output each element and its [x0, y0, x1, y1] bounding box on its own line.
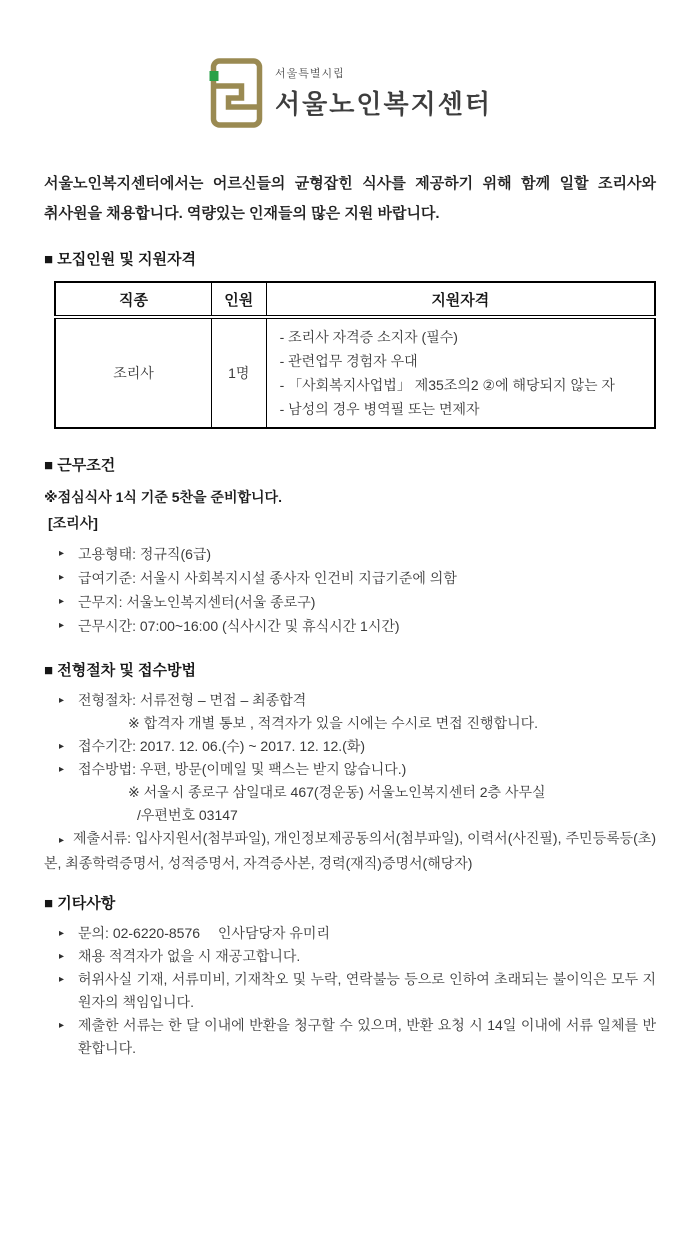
list-item-subnote: /우편번호 03147	[137, 807, 238, 823]
section-title-recruit: ■ 모집인원 및 지원자격	[44, 251, 196, 268]
logo-meander	[214, 86, 260, 107]
section-title-process: ■ 전형절차 및 접수방법	[44, 662, 196, 679]
list-item-text: 급여기준: 서울시 사회복지시설 종사자 인건비 지급기준에 의함	[78, 570, 457, 586]
list-item-text: 근무지: 서울노인복지센터(서울 종로구)	[78, 594, 316, 610]
list-item	[44, 735, 656, 758]
document-page	[0, 57, 700, 1257]
logo-subtitle: 서울특별시립	[275, 68, 345, 80]
triangle-bullet-icon: ▸	[59, 951, 65, 962]
triangle-bullet-icon: ▸	[59, 620, 65, 631]
cell-qualifications	[266, 317, 655, 428]
qualification-line: - 남성의 경우 병역필 또는 면제자	[279, 401, 480, 417]
table-row	[55, 317, 655, 428]
list-item-subnote: ※ 서울시 종로구 삼일대로 467(경운동) 서울노인복지센터 2층 사무실	[128, 784, 546, 800]
list-item-text: 제출서류: 입사지원서(첨부파일), 개인정보제공동의서(첨부파일), 이력서(사진필), 주민등록등(초)본, 최종학력증명서, 성적증명서, 자격증사본, 경력(재직)증명서(해당자)	[44, 830, 656, 871]
triangle-bullet-icon: ▸	[59, 695, 65, 706]
list-item-text: 전형절차: 서류전형 – 면접 – 최종합격	[78, 692, 307, 708]
list-item	[44, 758, 656, 827]
intro-line-2: 취사원을 채용합니다. 역량있는 인재들의 많은 지원 바랍니다.	[44, 205, 440, 222]
triangle-bullet-icon: ▸	[59, 596, 65, 607]
qualification-line: - 관련업무 경험자 우대	[279, 353, 418, 369]
triangle-bullet-icon: ▸	[59, 572, 65, 583]
list-item-text: 고용형태: 정규직(6급)	[78, 546, 212, 562]
list-item-text: 접수기간: 2017. 12. 06.(수) ~ 2017. 12. 12.(화)	[78, 738, 366, 754]
header-qualifications: 지원자격	[266, 282, 655, 317]
triangle-bullet-icon: ▸	[59, 928, 65, 939]
section-title-etc: ■ 기타사항	[44, 895, 116, 912]
list-item-text: 접수방법: 우편, 방문(이메일 및 팩스는 받지 않습니다.)	[78, 761, 407, 777]
list-item-subnote: ※ 합격자 개별 통보 , 적격자가 있을 시에는 수시로 면접 진행합니다.	[128, 715, 539, 731]
list-item	[44, 689, 656, 735]
logo-green-accent	[210, 71, 219, 81]
list-item	[44, 614, 656, 638]
list-item	[44, 968, 656, 1014]
work-conditions-list	[44, 542, 656, 638]
triangle-bullet-icon: ▸	[59, 764, 65, 775]
header-count: 인원	[212, 282, 267, 317]
cell-count: 1명	[212, 317, 267, 428]
list-item	[44, 590, 656, 614]
logo-title: 서울노인복지센터	[275, 89, 492, 119]
section-title-work: ■ 근무조건	[44, 457, 116, 474]
etc-list	[44, 922, 656, 1060]
list-item-text: 제출한 서류는 한 달 이내에 반환을 청구할 수 있으며, 반환 요청 시 14일 이내에 서류 일체를 반환합니다.	[78, 1017, 656, 1056]
work-note: ※점심식사 1식 기준 5찬을 준비합니다.	[44, 489, 282, 505]
qualification-line: - 「사회복지사업법」 제35조의2 ②에 해당되지 않는 자	[279, 377, 615, 393]
list-item-text: 채용 적격자가 없을 시 재공고합니다.	[78, 948, 301, 964]
header-job-type: 직종	[55, 282, 212, 317]
triangle-bullet-icon: ▸	[59, 974, 65, 985]
list-item	[44, 922, 656, 945]
list-item	[44, 827, 656, 875]
logo-outline	[214, 61, 260, 125]
list-item	[44, 1014, 656, 1060]
triangle-bullet-icon: ▸	[59, 548, 65, 559]
process-list	[44, 689, 656, 875]
list-item-text: 근무시간: 07:00~16:00 (식사시간 및 휴식시간 1시간)	[78, 618, 400, 634]
work-subheading: [조리사]	[48, 515, 98, 531]
triangle-bullet-icon: ▸	[59, 835, 65, 846]
logo	[44, 57, 656, 129]
cell-job-type: 조리사	[55, 317, 212, 428]
list-item	[44, 542, 656, 566]
qualification-line: - 조리사 자격증 소지자 (필수)	[279, 329, 458, 345]
recruit-table	[54, 281, 656, 429]
triangle-bullet-icon: ▸	[59, 741, 65, 752]
list-item	[44, 945, 656, 968]
center-logo-mark-icon	[208, 57, 265, 129]
intro-paragraph	[44, 169, 656, 229]
list-item-text: 허위사실 기재, 서류미비, 기재착오 및 누락, 연락불능 등으로 인하여 초래되는 불이익은 모두 지원자의 책임입니다.	[78, 971, 656, 1010]
recruit-table-header-row	[55, 282, 655, 317]
list-item	[44, 566, 656, 590]
triangle-bullet-icon: ▸	[59, 1020, 65, 1031]
list-item-text: 문의: 02-6220-8576 인사담당자 유미리	[78, 925, 330, 941]
intro-line-1: 서울노인복지센터에서는 어르신들의 균형잡힌 식사를 제공하기 위해 함께 일할 조리사와	[44, 175, 656, 192]
logo-text	[275, 65, 492, 121]
